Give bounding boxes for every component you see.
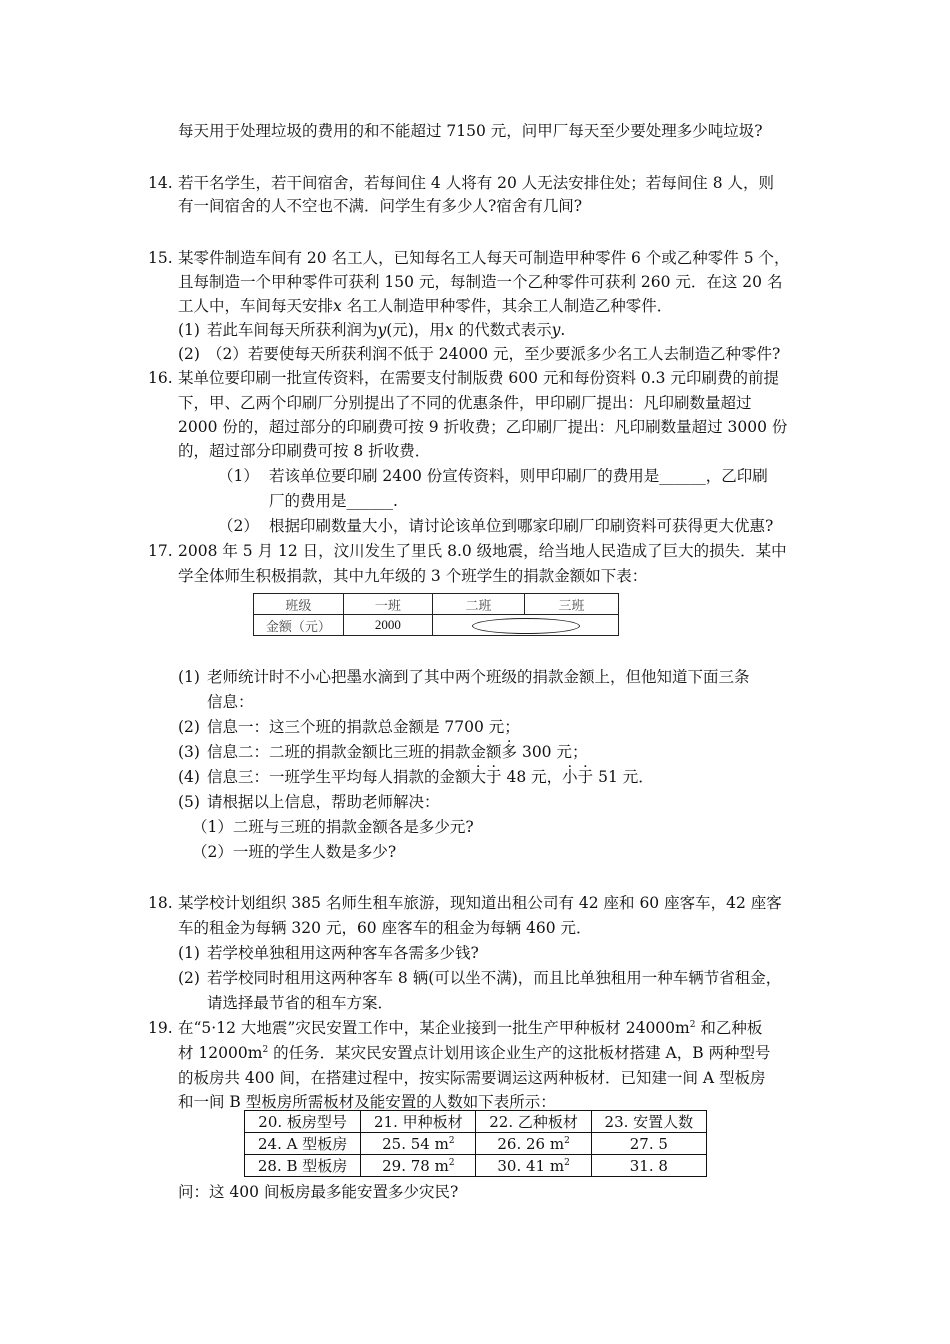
p15-q1-number: (1) xyxy=(178,321,200,339)
p15-line1: 某零件制造车间有 20 名工人，已知每名工人每天可制造甲种零件 6 个或乙种零件 5 个， xyxy=(178,249,790,267)
p18-line2: 车的租金为每辆 320 元，60 座客车的租金为每辆 460 元． xyxy=(178,919,592,937)
p16-line4: 的，超过部分印刷费可按 8 折收费． xyxy=(178,442,431,460)
table-row xyxy=(245,1155,707,1177)
p17-item-number: (4) xyxy=(178,768,200,786)
text: 名工人制造甲种零件，其余工人制造乙种零件． xyxy=(341,297,673,315)
p18-q1-number: (1) xyxy=(178,944,200,962)
p16-q1-line1: 若该单位要印刷 2400 份宣传资料，则甲印刷厂的费用是______，乙印刷 xyxy=(269,467,768,485)
table-cell xyxy=(361,1133,476,1155)
p18-q2-line2: 请选择最节省的租车方案． xyxy=(207,994,394,1012)
p18-q1: 若学校单独租用这两种客车各需多少钱? xyxy=(207,944,479,962)
table-cell: 28. B 型板房 xyxy=(245,1155,361,1177)
emphasis-char: 大 xyxy=(470,768,487,786)
table-header-cell: 22. 乙种板材 xyxy=(476,1111,591,1133)
p17-item-number: (1) xyxy=(178,668,200,686)
p17-item1-line2: 信息： xyxy=(207,693,254,711)
table-header-cell: 班级 xyxy=(254,594,344,615)
text: 在“5·12 大地震”灾民安置工作中，某企业接到一批生产甲种板材 24000m xyxy=(178,1019,690,1037)
text: 25. 54 m xyxy=(382,1134,449,1153)
p15-q1 xyxy=(207,320,565,340)
emphasis-char: 小 xyxy=(562,768,578,786)
text: 300 元； xyxy=(517,743,588,761)
superscript: 2 xyxy=(564,1157,570,1168)
table-header-cell: 一班 xyxy=(343,594,432,615)
text: 若此车间每天所获利润为 xyxy=(207,321,378,339)
p17-item-number: (3) xyxy=(178,743,200,761)
table-header-cell: 21. 甲种板材 xyxy=(361,1111,476,1133)
p17-line1: 2008 年 5 月 12 日，汶川发生了里氏 8.0 级地震，给当地人民造成了巨大的损失．某中 xyxy=(178,542,787,560)
emphasis-char: 多 xyxy=(501,743,518,761)
text: (元)，用 xyxy=(386,321,445,339)
superscript: 2 xyxy=(448,1157,455,1168)
p17-item-number: (2) xyxy=(178,718,200,736)
text: 的任务．某灾民安置点计划用该企业生产的这批板材搭建 A，B 两种型号 xyxy=(268,1044,771,1062)
p14-line2: 有一间宿舍的人不空也不满．问学生有多少人?宿舍有几间? xyxy=(178,197,583,215)
text: 信息二：二班的捐款金额比三班的捐款金额 xyxy=(207,743,502,761)
ink-blot-ellipse xyxy=(472,618,580,634)
table-header-cell: 23. 安置人数 xyxy=(591,1111,706,1133)
text: 信息三：一班学生平均每人捐款的金额 xyxy=(207,768,471,786)
p19-line3: 的板房共 400 间，在搭建过程中，按实际需要调运这两种板材．已知建一间 A 型板房 xyxy=(178,1069,766,1087)
p17-item4 xyxy=(207,767,654,787)
superscript: 2 xyxy=(262,1045,269,1055)
p19-line1 xyxy=(178,1018,762,1038)
p13-line: 每天用于处理垃圾的费用的和不能超过 7150 元，问甲厂每天至少要处理多少吨垃圾? xyxy=(178,122,763,140)
table-cell xyxy=(476,1155,591,1177)
table-header-cell: 二班 xyxy=(433,594,525,615)
problem-18-number: 18. xyxy=(148,894,173,912)
p17-item5: 请根据以上信息，帮助老师解决： xyxy=(207,793,440,811)
p17-sub1: （1）二班与三班的捐款金额各是多少元? xyxy=(192,818,474,836)
text: 29. 78 m xyxy=(382,1156,449,1175)
var-y: y xyxy=(377,321,387,339)
table-cell xyxy=(361,1155,476,1177)
p17-item2: 信息一：这三个班的捐款总金额是 7700 元； xyxy=(207,718,520,736)
p17-line2: 学全体师生积极捐款，其中九年级的 3 个班学生的捐款金额如下表： xyxy=(178,567,648,585)
p15-q2-number: (2) xyxy=(178,345,200,363)
table-header-cell: 20. 板房型号 xyxy=(245,1111,361,1133)
emphasis-char: 于 xyxy=(486,768,502,786)
table-cell: 24. A 型板房 xyxy=(245,1133,361,1155)
p16-line3: 2000 份的，超过部分的印刷费可按 9 折收费；乙印刷厂提出：凡印刷数量超过 3000 份 xyxy=(178,418,788,436)
superscript: 2 xyxy=(564,1135,570,1146)
p16-q1-line2: 厂的费用是______. xyxy=(269,492,398,510)
p15-q2: （2）若要使每天所获利润不低于 24000 元，至少要派多少名工人去制造乙种零件? xyxy=(207,345,781,363)
p18-q2-number: (2) xyxy=(178,969,200,987)
table-cell: 2000 xyxy=(343,615,432,636)
p16-line2: 下，甲、乙两个印刷厂分别提出了不同的优惠条件，甲印刷厂提出：凡印刷数量超过 xyxy=(178,394,752,412)
text: 材 12000m xyxy=(178,1044,263,1062)
p15-line2: 且每制造一个甲种零件可获利 150 元，每制造一个乙种零件可获利 260 元．在这 20 名 xyxy=(178,273,783,291)
var-x: x xyxy=(333,297,342,315)
table-cell: 27. 5 xyxy=(591,1133,706,1155)
problem-19-number: 19. xyxy=(148,1019,173,1037)
p15-line3 xyxy=(178,296,672,316)
table-row xyxy=(254,615,619,636)
table-cell: 31. 8 xyxy=(591,1155,706,1177)
p16-q2: 根据印刷数量大小，请讨论该单位到哪家印刷厂印刷资料可获得更大优惠? xyxy=(269,517,774,535)
text: 48 元， xyxy=(501,768,563,786)
table-cell xyxy=(476,1133,591,1155)
problem-14-number: 14. xyxy=(148,174,173,192)
superscript: 2 xyxy=(448,1135,455,1146)
p17-item1-line1: 老师统计时不小心把墨水滴到了其中两个班级的捐款金额上，但他知道下面三条 xyxy=(207,668,750,686)
text: 30. 41 m xyxy=(497,1156,565,1175)
p19-question: 问：这 400 间板房最多能安置多少灾民? xyxy=(178,1183,459,1201)
p19-line2 xyxy=(178,1043,771,1063)
board-room-table xyxy=(244,1110,707,1177)
donation-table xyxy=(253,593,619,636)
table-row xyxy=(254,594,619,615)
text: 工人中，车间每天安排 xyxy=(178,297,334,315)
problem-15-number: 15. xyxy=(148,249,173,267)
text: 的代数式表示 xyxy=(453,321,552,339)
problem-17-number: 17. xyxy=(148,542,173,560)
text: 51 元． xyxy=(593,768,654,786)
p17-sub2: （2）一班的学生人数是多少? xyxy=(192,843,397,861)
ink-blot-cell xyxy=(433,615,619,636)
p16-q2-number: （2） xyxy=(218,517,259,535)
var-x: x xyxy=(444,321,454,339)
superscript: 2 xyxy=(689,1020,696,1030)
var-y: y xyxy=(551,321,561,339)
p19-line4: 和一间 B 型板房所需板材及能安置的人数如下表所示： xyxy=(178,1093,556,1111)
text: 26. 26 m xyxy=(497,1134,565,1153)
table-header-cell: 三班 xyxy=(525,594,619,615)
text: 和乙种板 xyxy=(695,1019,763,1037)
p14-line1: 若干名学生，若干间宿舍，若每间住 4 人将有 20 人无法安排住处；若每间住 8 人，则 xyxy=(178,174,775,192)
problem-16-number: 16. xyxy=(148,369,173,387)
p18-line1: 某学校计划组织 385 名师生租车旅游，现知道出租公司有 42 座和 60 座客车，42 座客 xyxy=(178,894,782,912)
emphasis-char: 于 xyxy=(577,768,594,786)
p17-item3 xyxy=(207,742,587,762)
text: . xyxy=(560,321,566,339)
table-row xyxy=(245,1133,707,1155)
table-row xyxy=(245,1111,707,1133)
p18-q2-line1: 若学校同时租用这两种客车 8 辆(可以坐不满)，而且比单独租用一种车辆节省租金， xyxy=(207,969,782,987)
p17-item-number: (5) xyxy=(178,793,200,811)
p16-q1-number: （1） xyxy=(218,467,259,485)
table-cell: 金额（元） xyxy=(254,615,344,636)
p16-line1: 某单位要印刷一批宣传资料，在需要支付制版费 600 元和每份资料 0.3 元印刷费的前提 xyxy=(178,369,779,387)
